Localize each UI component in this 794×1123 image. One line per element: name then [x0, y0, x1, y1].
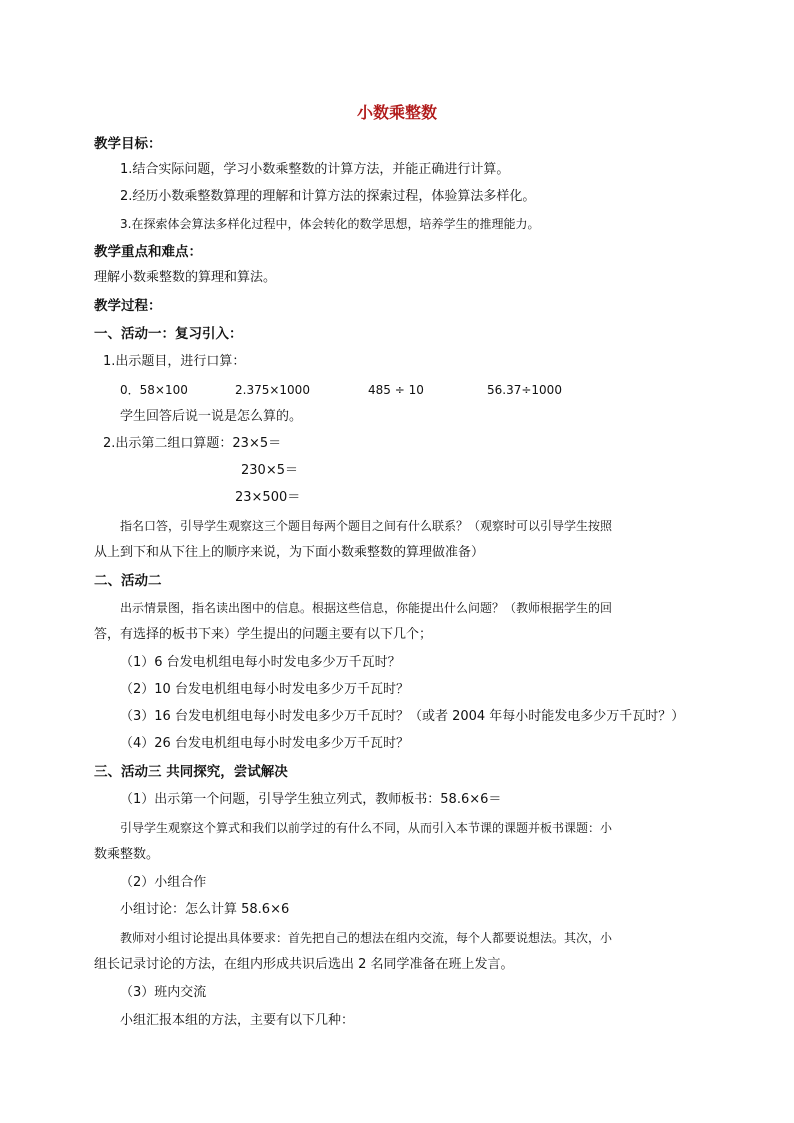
- document-title: 小数乘整数: [356, 103, 437, 122]
- question-1: （1）6 台发电机组电每小时发电多少万千瓦时？: [120, 655, 401, 670]
- objective-3: 3.在探索体会算法多样化过程中，体会转化的数学思想，培养学生的推理能力。: [120, 217, 540, 231]
- mental-math-expr-3: 485 ÷ 10: [368, 383, 424, 397]
- mental-math-23x500: 23×500＝: [235, 490, 301, 505]
- mental-math-expr-2: 2.375×1000: [235, 383, 310, 397]
- group-discussion-text: 小组讨论：怎么计算 58.6×6: [120, 902, 290, 917]
- group-requirements-line-1: 教师对小组讨论提出具体要求：首先把自己的想法在组内交流，每个人都要说想法。其次，小: [120, 931, 613, 945]
- activity-3-step-1: （1）出示第一个问题，引导学生独立列式，教师板书：58.6×6＝: [120, 792, 502, 807]
- question-2: （2）10 台发电机组电每小时发电多少万千瓦时？: [120, 682, 409, 697]
- question-3: （3）16 台发电机组电每小时发电多少万千瓦时？（或者 2004 年每小时能发电多少万千瓦时？）: [120, 709, 685, 724]
- mental-math-expr-1: 0．58×100: [120, 383, 188, 397]
- section-heading-process: 教学过程：: [94, 298, 162, 314]
- activity-1-guidance-line-2: 从上到下和从下往上的顺序来说，为下面小数乘整数的算理做准备）: [94, 545, 485, 560]
- question-4: （4）26 台发电机组电每小时发电多少万千瓦时？: [120, 736, 409, 751]
- objective-1: 1.结合实际问题，学习小数乘整数的计算方法，并能正确进行计算。: [120, 162, 510, 177]
- activity-1-answer-note: 学生回答后说一说是怎么算的。: [120, 409, 303, 424]
- activity-3-step-2: （2）小组合作: [120, 875, 207, 890]
- activity-1-guidance-line-1: 指名口答，引导学生观察这三个题目每两个题目之间有什么联系？（观察时可以引导学生按照: [120, 519, 613, 533]
- group-requirements-line-2: 组长记录讨论的方法，在组内形成共识后选出 2 名同学准备在班上发言。: [94, 957, 514, 972]
- activity-1-step-1: 1.出示题目，进行口算：: [103, 354, 246, 369]
- activity-2-text-line-1: 出示情景图，指名读出图中的信息。根据这些信息，你能提出什么问题？（教师根据学生的回: [120, 601, 613, 615]
- activity-3-observe-line-1: 引导学生观察这个算式和我们以前学过的有什么不同，从而引入本节课的课题并板书课题：小: [120, 821, 613, 835]
- key-points-text: 理解小数乘整数的算理和算法。: [94, 270, 277, 285]
- mental-math-230x5: 230×5＝: [241, 463, 298, 478]
- activity-3-step-3: （3）班内交流: [120, 985, 207, 1000]
- objective-2: 2.经历小数乘整数算理的理解和计算方法的探索过程，体验算法多样化。: [120, 189, 536, 204]
- activity-1-heading: 一、活动一：复习引入：: [94, 326, 243, 342]
- activity-2-heading: 二、活动二: [94, 573, 162, 589]
- activity-1-step-2: 2.出示第二组口算题：23×5＝: [103, 436, 282, 451]
- mental-math-expr-4: 56.37÷1000: [487, 383, 562, 397]
- section-heading-key-points: 教学重点和难点：: [94, 244, 202, 260]
- group-report-text: 小组汇报本组的方法，主要有以下几种：: [120, 1013, 355, 1028]
- activity-3-observe-line-2: 数乘整数。: [94, 847, 160, 862]
- activity-3-heading: 三、活动三 共同探究，尝试解决: [94, 764, 288, 780]
- section-heading-objectives: 教学目标：: [94, 136, 162, 152]
- activity-2-text-line-2: 答，有选择的板书下来）学生提出的问题主要有以下几个；: [94, 627, 433, 642]
